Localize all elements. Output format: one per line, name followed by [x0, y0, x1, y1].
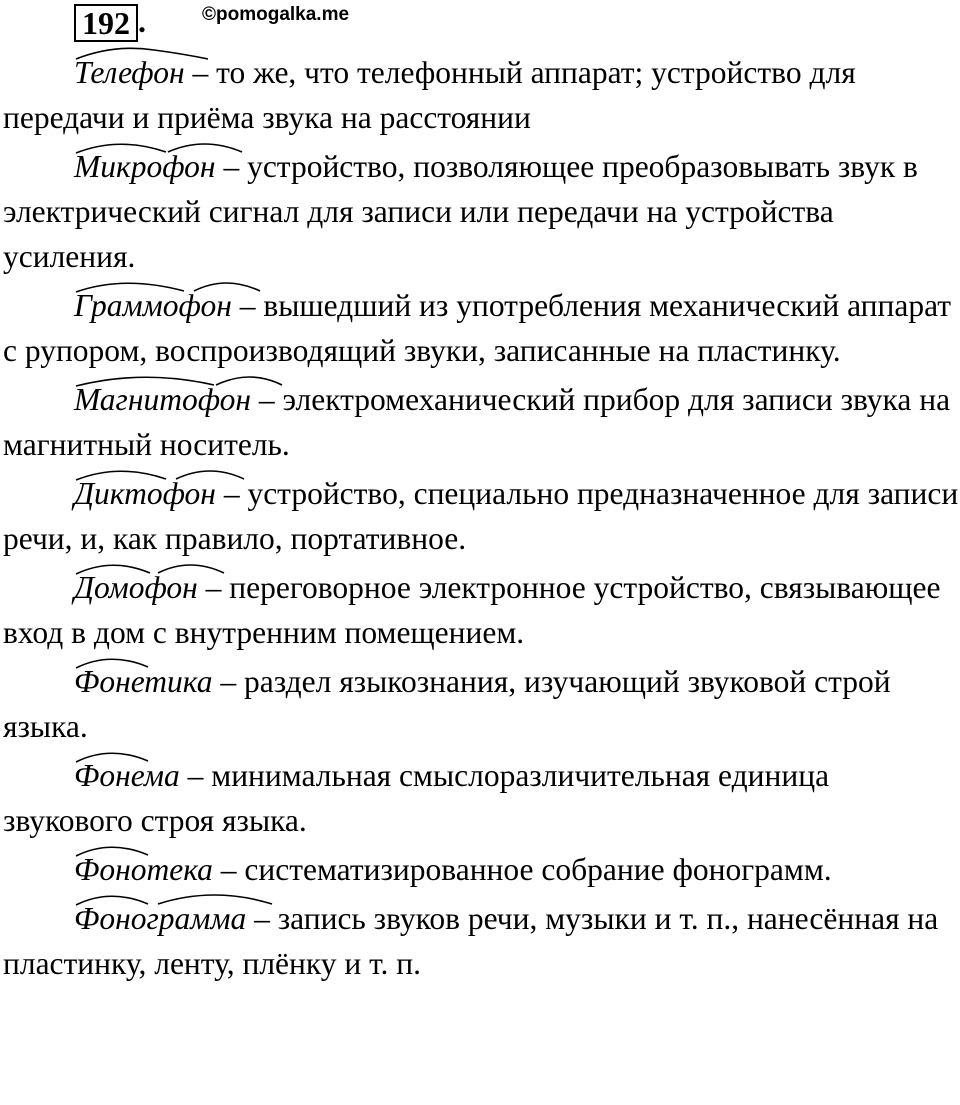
entry-definition: – то же, что телефонный аппарат; устройство для передачи и приёма звука на расстоянии: [3, 55, 856, 135]
root-arc-mark: [74, 655, 154, 669]
entry-fonema: [3, 753, 960, 843]
entry-grammofon: [3, 283, 960, 373]
entry-term: [74, 50, 185, 95]
root-arc-mark: [74, 749, 154, 763]
entry-domofon: [3, 565, 960, 655]
entry-term: [74, 283, 232, 328]
entry-term-text: Микрофон: [74, 149, 216, 184]
entry-telefon: [3, 50, 960, 140]
root-arc-mark: [74, 46, 214, 60]
root-arc-mark: [74, 467, 249, 481]
entry-term-text: Фонема: [74, 758, 180, 793]
entry-fonoteka: [3, 847, 960, 892]
entry-term: [74, 659, 212, 704]
root-arc-mark: [74, 561, 229, 575]
entry-definition: – минимальная смыслоразличительная единица звукового строя языка.: [3, 758, 830, 838]
root-arc-mark: [74, 373, 284, 387]
entry-fonogramma: [3, 896, 960, 986]
entries-list: [3, 50, 960, 990]
entry-term-text: Телефон: [74, 55, 185, 90]
entry-definition: – раздел языкознания, изучающий звуковой строй языка.: [3, 664, 891, 744]
root-arc-mark: [74, 279, 264, 293]
entry-mikrofon: [3, 144, 960, 279]
entry-definition: – электромеханический прибор для записи звука на магнитный носитель.: [3, 382, 951, 462]
task-number-dot: .: [138, 3, 146, 39]
entry-term: [74, 471, 216, 516]
entry-term-text: Фонотека: [74, 852, 213, 887]
entry-term: [74, 565, 198, 610]
task-header: [74, 4, 349, 44]
root-arc-mark: [74, 892, 279, 906]
entry-term-text: Граммофон: [74, 288, 232, 323]
entry-definition: – запись звуков речи, музыки и т. п., нанесённая на пластинку, ленту, плёнку и т. п.: [3, 901, 939, 981]
entry-term: [74, 144, 216, 189]
entry-term: [74, 896, 246, 941]
entry-definition: – устройство, позволяющее преобразовывать звук в электрический сигнал для записи или передачи на устройства усиления.: [3, 149, 918, 274]
entry-term: [74, 847, 213, 892]
task-number-box: [74, 4, 138, 42]
watermark: ©pomogalka.me: [202, 4, 350, 25]
entry-magnitofon: [3, 377, 960, 467]
entry-term-text: Магнитофон: [74, 382, 252, 417]
entry-definition: – вышедший из употребления механический аппарат с рупором, воспроизводящий звуки, записанные на пластинку.: [3, 288, 952, 368]
entry-definition: – устройство, специально предназначенное для записи речи, и, как правило, портативное.: [3, 476, 959, 556]
entry-definition: – переговорное электронное устройство, связывающее вход в дом с внутренним помещением.: [3, 570, 941, 650]
entry-diktofon: [3, 471, 960, 561]
entry-term-text: Фонетика: [74, 664, 213, 699]
root-arc-mark: [74, 843, 154, 857]
root-arc-mark: [74, 140, 249, 154]
entry-definition: – систематизированное собрание фонограмм.: [212, 852, 832, 887]
entry-term: [74, 377, 251, 422]
entry-term-text: Фонограмма: [74, 901, 247, 936]
entry-term-text: Домофон: [74, 570, 198, 605]
entry-fonetika: [3, 659, 960, 749]
entry-term: [74, 753, 180, 798]
task-number: 192: [82, 5, 130, 41]
entry-term-text: Диктофон: [74, 476, 216, 511]
